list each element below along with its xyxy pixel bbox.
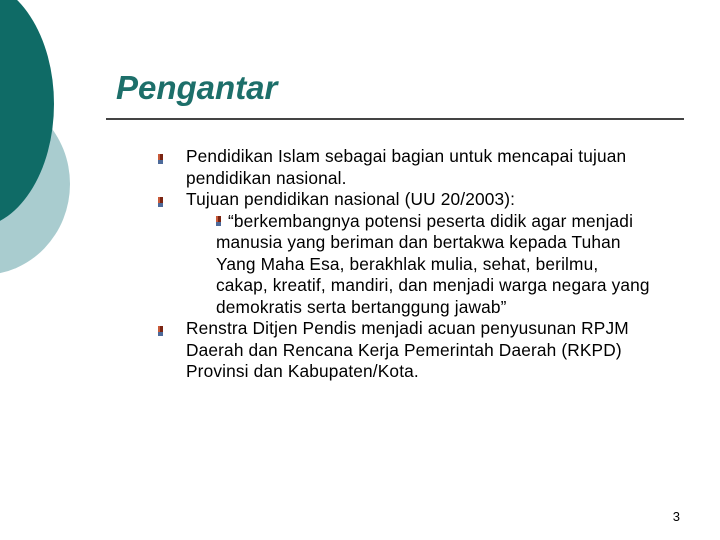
page-number: 3 xyxy=(672,509,680,524)
bullet-item xyxy=(155,146,685,189)
title-divider xyxy=(106,118,684,120)
bullet-text: Renstra Ditjen Pendis menjadi acuan penyusunan RPJM Daerah dan Rencana Kerja Pemerintah Daerah (RKPD) Provinsi dan Kabupaten/Kota. xyxy=(186,318,629,381)
slide-title: Pengantar xyxy=(116,69,278,106)
bullet-item xyxy=(155,318,685,383)
bullet-list xyxy=(155,146,685,383)
sub-bullet-text: “berkembangnya potensi peserta didik agar menjadi manusia yang beriman dan bertakwa kepada Tuhan Yang Maha Esa, berakhlak mulia, sehat, berilmu, cakap, kreatif, mandiri, dan menjadi warga negara yang demokratis serta bertanggung jawab” xyxy=(216,210,650,317)
bullet-icon xyxy=(158,326,163,336)
sub-bullet-item xyxy=(186,211,685,319)
bullet-text: Tujuan pendidikan nasional (UU 20/2003): xyxy=(186,189,516,209)
bullet-item xyxy=(155,189,685,318)
sub-bullet-list xyxy=(186,211,685,319)
bullet-icon xyxy=(158,197,163,207)
bullet-text: Pendidikan Islam sebagai bagian untuk mencapai tujuan pendidikan nasional. xyxy=(186,146,627,188)
bullet-icon xyxy=(216,216,221,226)
bullet-icon xyxy=(158,154,163,164)
